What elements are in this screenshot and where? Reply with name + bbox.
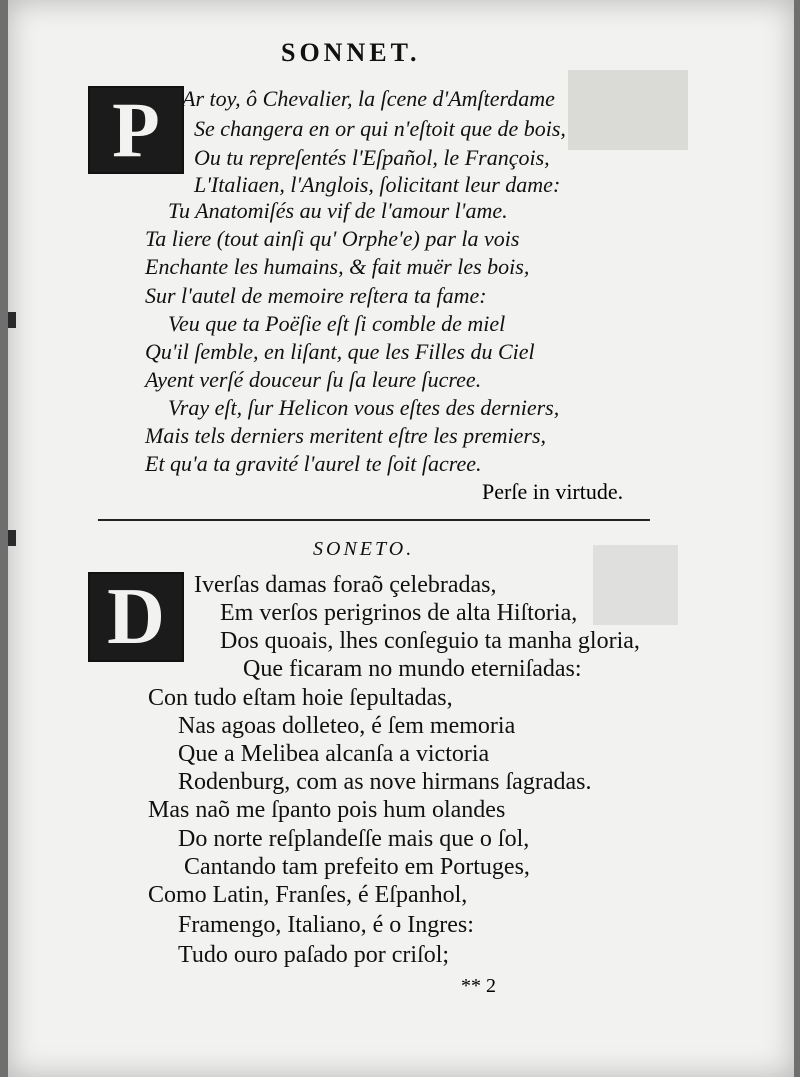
sonnet-line-5: Tu Anatomiſés au vif de l'amour l'ame. bbox=[168, 198, 508, 223]
sonnet-line-11: Ayent verſé douceur ſu ſa leure ſucree. bbox=[145, 367, 482, 392]
bleed-through-ornament bbox=[568, 70, 688, 150]
soneto-line-7: Que a Melibea alcanſa a victoria bbox=[178, 741, 490, 767]
ornamental-initial-d bbox=[88, 572, 184, 662]
ornamental-initial-p bbox=[88, 86, 184, 174]
soneto-line-4: Que ficaram no mundo eterniſadas: bbox=[243, 656, 582, 682]
soneto-line-14: Tudo ouro paſado por criſol; bbox=[178, 942, 450, 968]
sonnet-line-10: Qu'il ſemble, en liſant, que les Filles du Ciel bbox=[145, 339, 535, 364]
sonnet-line-9: Veu que ta Poëſie eſt ſi comble de miel bbox=[168, 311, 506, 336]
drop-cap-letter: D bbox=[107, 572, 165, 661]
soneto-line-10: Do norte reſplandeſſe mais que o ſol, bbox=[178, 826, 530, 852]
margin-mark bbox=[8, 530, 16, 546]
soneto-line-9: Mas naõ me ſpanto pois hum olandes bbox=[148, 797, 506, 823]
soneto-line-2: Em verſos perigrinos de alta Hiſtoria, bbox=[220, 600, 578, 626]
signature-mark: ** 2 bbox=[461, 975, 496, 997]
sonnet-signature: Perſe in virtude. bbox=[482, 479, 624, 504]
soneto-line-6: Nas agoas dolleteo, é ſem memoria bbox=[178, 713, 516, 739]
sonnet-line-7: Enchante les humains, & fait muër les bois, bbox=[145, 254, 530, 279]
soneto-line-11: Cantando tam prefeito em Portuges, bbox=[184, 854, 530, 880]
soneto-line-13: Framengo, Italiano, é o Ingres: bbox=[178, 912, 474, 938]
sonnet-line-14: Et qu'a ta gravité l'aurel te ſoit ſacree. bbox=[145, 451, 482, 476]
sonnet-line-3: Ou tu repreſentés l'Eſpañol, le François, bbox=[194, 145, 550, 170]
margin-mark bbox=[8, 312, 16, 328]
soneto-line-8: Rodenburg, com as nove hirmans ſagradas. bbox=[178, 769, 592, 795]
sonnet-title: SONNET. bbox=[281, 38, 421, 67]
sonnet-line-13: Mais tels derniers meritent eſtre les premiers, bbox=[145, 423, 547, 448]
bleed-through-ornament-lower bbox=[593, 545, 678, 625]
soneto-line-3: Dos quoais, lhes conſeguio ta manha gloria, bbox=[220, 628, 640, 654]
soneto-line-1: Iverſas damas foraõ çelebradas, bbox=[194, 572, 497, 598]
soneto-line-5: Con tudo eſtam hoie ſepultadas, bbox=[148, 685, 453, 711]
soneto-line-12: Como Latin, Franſes, é Eſpanhol, bbox=[148, 882, 468, 908]
sonnet-line-2: Se changera en or qui n'eſtoit que de bois, bbox=[194, 116, 566, 141]
drop-cap-letter: P bbox=[112, 86, 160, 173]
section-divider bbox=[98, 519, 650, 521]
sonnet-line-4: L'Italiaen, l'Anglois, ſolicitant leur dame: bbox=[194, 172, 561, 197]
book-page bbox=[8, 0, 794, 1077]
soneto-title: SONETO. bbox=[313, 538, 415, 560]
sonnet-line-12: Vray eſt, ſur Helicon vous eſtes des derniers, bbox=[168, 395, 560, 420]
sonnet-line-6: Ta liere (tout ainſi qu' Orphe'e) par la vois bbox=[145, 226, 520, 251]
sonnet-line-1: Ar toy, ô Chevalier, la ſcene d'Amſterdame bbox=[182, 86, 555, 111]
sonnet-line-8: Sur l'autel de memoire reſtera ta fame: bbox=[145, 283, 487, 308]
